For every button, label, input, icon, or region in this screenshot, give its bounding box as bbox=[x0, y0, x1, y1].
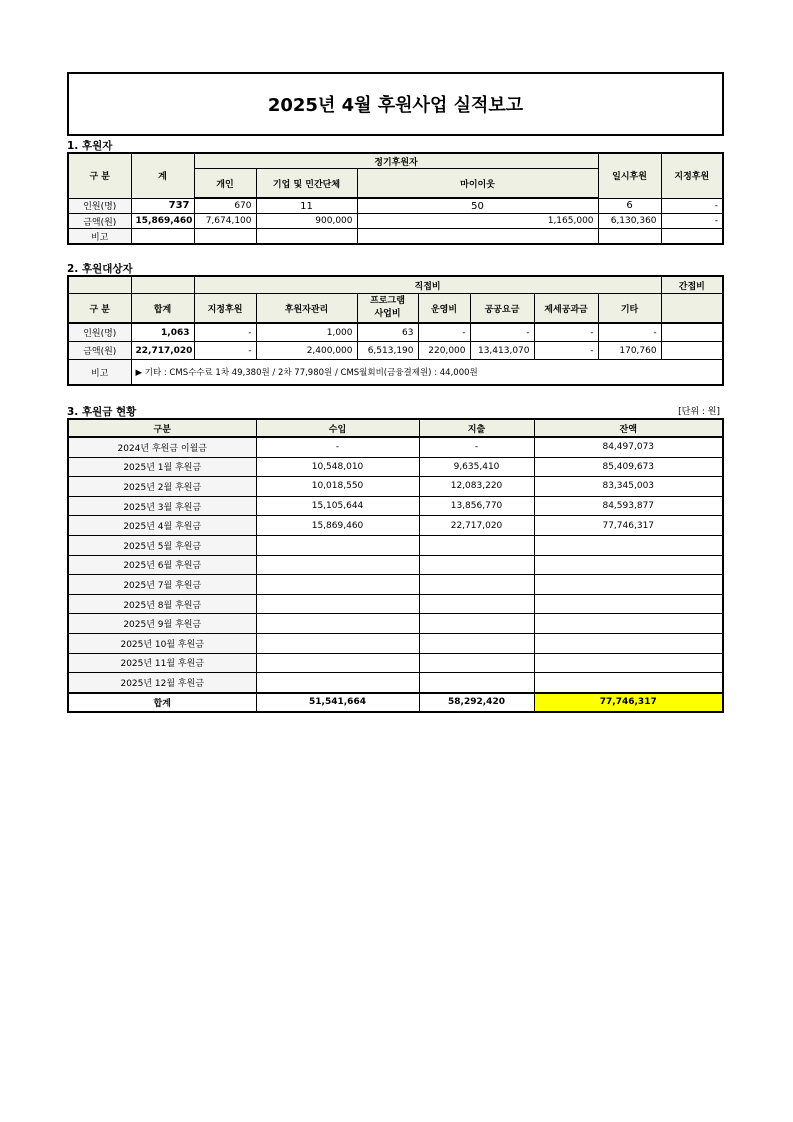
header-designated: 지정후원 bbox=[661, 153, 723, 198]
table-row bbox=[68, 437, 723, 457]
header-corp: 기업 및 민간단체 bbox=[256, 169, 357, 199]
row-label: 2025년 8월 후원금 bbox=[68, 594, 256, 614]
cell-expense: 22,717,020 bbox=[419, 516, 534, 536]
row-label: 2024년 후원금 이월금 bbox=[68, 437, 256, 457]
cell-expense bbox=[419, 633, 534, 653]
header-operation: 운영비 bbox=[418, 294, 470, 324]
cell: - bbox=[418, 323, 470, 342]
header-expense: 지출 bbox=[419, 419, 534, 437]
cell: 6,513,190 bbox=[357, 342, 418, 360]
cell: 670 bbox=[194, 198, 256, 214]
table-row bbox=[68, 198, 723, 214]
row-label: 2025년 11월 후원금 bbox=[68, 653, 256, 673]
total-row bbox=[68, 693, 723, 712]
cell-expense: - bbox=[419, 437, 534, 457]
total-expense: 58,292,420 bbox=[419, 693, 534, 712]
row-label: 2025년 12월 후원금 bbox=[68, 673, 256, 693]
header-gubun: 구 분 bbox=[68, 294, 131, 324]
cell-income bbox=[256, 673, 419, 693]
row-label: 2025년 4월 후원금 bbox=[68, 516, 256, 536]
total-label: 합계 bbox=[68, 693, 256, 712]
cell-balance bbox=[534, 535, 723, 555]
header-myiot: 마이이웃 bbox=[357, 169, 598, 199]
table-row bbox=[68, 323, 723, 342]
cell bbox=[598, 229, 661, 245]
cell-expense bbox=[419, 673, 534, 693]
cell: 2,400,000 bbox=[256, 342, 357, 360]
cell: - bbox=[194, 342, 256, 360]
cell bbox=[661, 229, 723, 245]
row-label: 2025년 6월 후원금 bbox=[68, 555, 256, 575]
note-row bbox=[68, 360, 723, 386]
cell-expense bbox=[419, 653, 534, 673]
cell bbox=[357, 229, 598, 245]
cell-income bbox=[256, 575, 419, 595]
funds-table bbox=[67, 418, 724, 713]
row-label: 금액(원) bbox=[68, 342, 131, 360]
total-income: 51,541,664 bbox=[256, 693, 419, 712]
header-direct: 직접비 bbox=[194, 276, 661, 294]
header-income: 수입 bbox=[256, 419, 419, 437]
table-row bbox=[68, 496, 723, 516]
table-row bbox=[68, 633, 723, 653]
header-program-line1: 프로그램 bbox=[370, 296, 405, 306]
cell: 1,063 bbox=[131, 323, 194, 342]
cell-expense bbox=[419, 555, 534, 575]
cell-income bbox=[256, 633, 419, 653]
row-label: 인원(명) bbox=[68, 198, 131, 214]
cell-balance bbox=[534, 653, 723, 673]
row-label: 2025년 7월 후원금 bbox=[68, 575, 256, 595]
cell bbox=[256, 229, 357, 245]
cell: 220,000 bbox=[418, 342, 470, 360]
cell-income bbox=[256, 594, 419, 614]
cell-income bbox=[256, 614, 419, 634]
cell-income: 15,869,460 bbox=[256, 516, 419, 536]
table-row bbox=[68, 535, 723, 555]
note-label: 비고 bbox=[68, 360, 131, 386]
table-row bbox=[68, 214, 723, 229]
cell: 170,760 bbox=[598, 342, 661, 360]
cell: - bbox=[661, 198, 723, 214]
row-label: 금액(원) bbox=[68, 214, 131, 229]
cell bbox=[661, 323, 723, 342]
row-label: 2025년 10월 후원금 bbox=[68, 633, 256, 653]
cell: 13,413,070 bbox=[470, 342, 534, 360]
cell-balance: 77,746,317 bbox=[534, 516, 723, 536]
table-row bbox=[68, 229, 723, 245]
cell-balance bbox=[534, 633, 723, 653]
report-title: 2025년 4월 후원사업 실적보고 bbox=[67, 72, 724, 136]
cell bbox=[194, 229, 256, 245]
header-gubun: 구분 bbox=[68, 419, 256, 437]
header-program-line2: 사업비 bbox=[374, 309, 401, 319]
cell: - bbox=[470, 323, 534, 342]
cell-balance bbox=[534, 614, 723, 634]
cell: 11 bbox=[256, 198, 357, 214]
cell: 900,000 bbox=[256, 214, 357, 229]
header-regular: 정기후원자 bbox=[194, 153, 598, 169]
cell-expense bbox=[419, 594, 534, 614]
header-temp: 일시후원 bbox=[598, 153, 661, 198]
cell-balance bbox=[534, 594, 723, 614]
header-individual: 개인 bbox=[194, 169, 256, 199]
section1-title: 1. 후원자 bbox=[67, 140, 113, 152]
header-etc: 기타 bbox=[598, 294, 661, 324]
unit-label: [단위 : 원] bbox=[678, 407, 720, 417]
cell-expense bbox=[419, 614, 534, 634]
cell-balance: 84,497,073 bbox=[534, 437, 723, 457]
table-row bbox=[68, 457, 723, 477]
note-text: ▶ 기타 : CMS수수료 1차 49,380원 / 2차 77,980원 / CMS월회비(금융결제원) : 44,000원 bbox=[131, 360, 723, 386]
header-mgmt: 후원자관리 bbox=[256, 294, 357, 324]
cell-balance bbox=[534, 555, 723, 575]
table-row bbox=[68, 555, 723, 575]
row-label: 인원(명) bbox=[68, 323, 131, 342]
table-row bbox=[68, 342, 723, 360]
table-row bbox=[68, 614, 723, 634]
cell-balance bbox=[534, 575, 723, 595]
header-blank bbox=[131, 276, 194, 294]
cell-expense: 13,856,770 bbox=[419, 496, 534, 516]
cell-income bbox=[256, 535, 419, 555]
table-row bbox=[68, 673, 723, 693]
cell-income bbox=[256, 555, 419, 575]
table-row bbox=[68, 575, 723, 595]
cell-income: 15,105,644 bbox=[256, 496, 419, 516]
row-label: 2025년 3월 후원금 bbox=[68, 496, 256, 516]
cell: 6 bbox=[598, 198, 661, 214]
cell: 63 bbox=[357, 323, 418, 342]
cell-balance bbox=[534, 673, 723, 693]
section2-title: 2. 후원대상자 bbox=[67, 263, 133, 275]
cell: 7,674,100 bbox=[194, 214, 256, 229]
cell-income bbox=[256, 653, 419, 673]
cell bbox=[661, 342, 723, 360]
cell-balance: 85,409,673 bbox=[534, 457, 723, 477]
cell: 50 bbox=[357, 198, 598, 214]
header-program bbox=[357, 294, 418, 324]
donor-table bbox=[67, 152, 724, 245]
cell: - bbox=[661, 214, 723, 229]
cell: - bbox=[534, 342, 598, 360]
cell-expense: 12,083,220 bbox=[419, 477, 534, 497]
cell: 15,869,460 bbox=[131, 214, 194, 229]
table-row bbox=[68, 516, 723, 536]
total-balance: 77,746,317 bbox=[534, 693, 723, 712]
cell-expense: 9,635,410 bbox=[419, 457, 534, 477]
header-balance: 잔액 bbox=[534, 419, 723, 437]
header-indirect: 간접비 bbox=[661, 276, 723, 294]
cell-income: - bbox=[256, 437, 419, 457]
row-label: 2025년 2월 후원금 bbox=[68, 477, 256, 497]
table-row bbox=[68, 477, 723, 497]
cell: - bbox=[534, 323, 598, 342]
cell: 1,165,000 bbox=[357, 214, 598, 229]
row-label: 2025년 5월 후원금 bbox=[68, 535, 256, 555]
row-label: 2025년 1월 후원금 bbox=[68, 457, 256, 477]
section3-title: 3. 후원금 현황 bbox=[67, 406, 137, 418]
cell-expense bbox=[419, 535, 534, 555]
row-label: 비고 bbox=[68, 229, 131, 245]
table-row bbox=[68, 653, 723, 673]
cell-balance: 83,345,003 bbox=[534, 477, 723, 497]
header-blank bbox=[68, 276, 131, 294]
cell-balance: 84,593,877 bbox=[534, 496, 723, 516]
header-total: 계 bbox=[131, 153, 194, 198]
cell: - bbox=[194, 323, 256, 342]
table-row bbox=[68, 594, 723, 614]
header-blank bbox=[661, 294, 723, 324]
header-utility: 공공요금 bbox=[470, 294, 534, 324]
cell: - bbox=[598, 323, 661, 342]
recipient-table bbox=[67, 275, 724, 386]
header-total: 합계 bbox=[131, 294, 194, 324]
header-gubun: 구 분 bbox=[68, 153, 131, 198]
row-label: 2025년 9월 후원금 bbox=[68, 614, 256, 634]
cell-income: 10,018,550 bbox=[256, 477, 419, 497]
cell-income: 10,548,010 bbox=[256, 457, 419, 477]
cell: 22,717,020 bbox=[131, 342, 194, 360]
cell: 737 bbox=[131, 198, 194, 214]
cell: 6,130,360 bbox=[598, 214, 661, 229]
cell-expense bbox=[419, 575, 534, 595]
header-designated: 지정후원 bbox=[194, 294, 256, 324]
cell bbox=[131, 229, 194, 245]
header-tax: 제세공과금 bbox=[534, 294, 598, 324]
cell: 1,000 bbox=[256, 323, 357, 342]
